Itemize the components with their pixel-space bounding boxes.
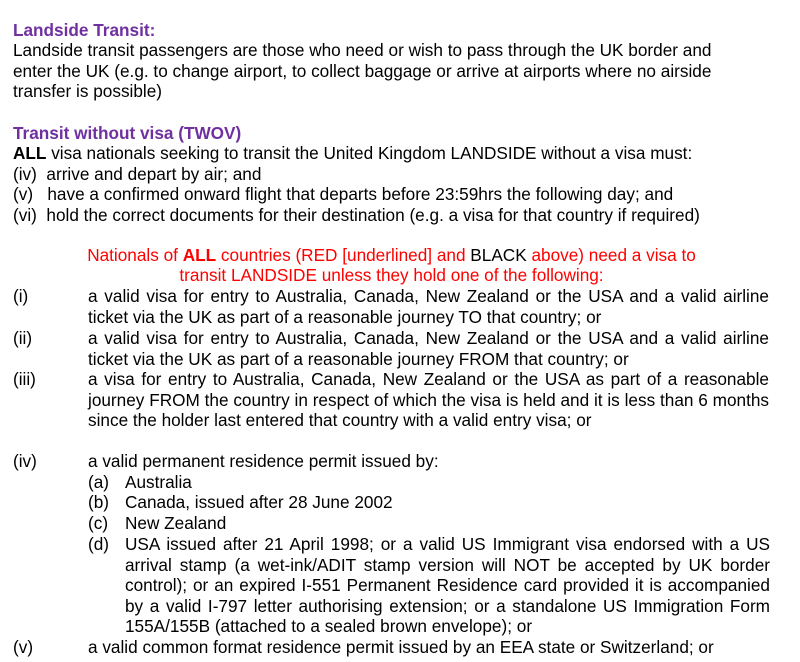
- condition-text-ii: a valid visa for entry to Australia, Canada, New Zealand or the USA and a valid airline ticket via the UK as part of a reasonable journey FROM that country; or: [88, 328, 769, 369]
- landside-line-3: transfer is possible): [13, 81, 163, 101]
- condition-text-v: a valid common format residence permit issued by an EEA state or Switzerland; or: [88, 637, 714, 657]
- condition-number-iii: (iii): [13, 369, 36, 389]
- twov-item-iv: (iv) arrive and depart by air; and: [13, 164, 262, 184]
- notice-text-a: Nationals of: [87, 245, 183, 265]
- landside-line-1: Landside transit passengers are those who need or wish to pass through the UK border and: [13, 40, 712, 60]
- condition-text-i: a valid visa for entry to Australia, Canada, New Zealand or the USA and a valid airline ticket via the UK as part of a reasonable journey TO that country; or: [88, 286, 769, 327]
- permit-text-c: New Zealand: [125, 513, 227, 533]
- condition-number-ii: (ii): [13, 328, 33, 348]
- twov-heading: Transit without visa (TWOV): [13, 123, 242, 143]
- twov-intro: [13, 143, 692, 164]
- twov-item-v: (v) have a confirmed onward flight that departs before 23:59hrs the following day; and: [13, 184, 674, 204]
- condition-number-iv: (iv): [13, 451, 37, 471]
- landside-heading: Landside Transit:: [13, 20, 156, 40]
- condition-text-iii: a visa for entry to Australia, Canada, New Zealand or the USA as part of a reasonable journey FROM the country in respect of which the visa is held and it is less than 6 months since the holder last entered that country with a valid entry visa; or: [88, 369, 769, 431]
- notice-text-b: countries (RED [underlined] and: [216, 245, 471, 265]
- permit-text-d: USA issued after 21 April 1998; or a valid US Immigrant visa endorsed with a US arrival stamp (a wet-ink/ADIT stamp version will NOT be accepted by UK border control); or an expired I-551 Permanent Residence card provided it is accompanied by a valid I-797 letter authorising extension; or a standalone US Immigration Form 155A/155B (attached to a sealed brown envelope); or: [125, 534, 770, 637]
- permit-label-d: (d): [88, 534, 110, 554]
- visa-notice-line-2: transit LANDSIDE unless they hold one of the following:: [179, 265, 604, 285]
- notice-text-c: above) need a visa to: [526, 245, 696, 265]
- permit-label-a: (a): [88, 472, 110, 492]
- landside-line-2: enter the UK (e.g. to change airport, to collect baggage or arrive at airports where no airside: [13, 61, 712, 81]
- permit-label-c: (c): [88, 513, 109, 533]
- permit-label-b: (b): [88, 492, 110, 512]
- permit-text-b: Canada, issued after 28 June 2002: [125, 492, 393, 512]
- twov-intro-rest: visa nationals seeking to transit the United Kingdom LANDSIDE without a visa must:: [46, 143, 693, 163]
- twov-intro-all: ALL: [13, 143, 47, 163]
- permit-text-a: Australia: [125, 472, 192, 492]
- condition-number-i: (i): [13, 286, 29, 306]
- condition-text-iv: a valid permanent residence permit issued by:: [88, 451, 439, 471]
- condition-number-v: (v): [13, 637, 34, 657]
- notice-text-all: ALL: [182, 245, 217, 265]
- notice-text-black: BLACK: [470, 245, 527, 265]
- visa-notice-line-1: [0, 245, 783, 266]
- twov-item-vi: (vi) hold the correct documents for their destination (e.g. a visa for that country if required): [13, 205, 700, 225]
